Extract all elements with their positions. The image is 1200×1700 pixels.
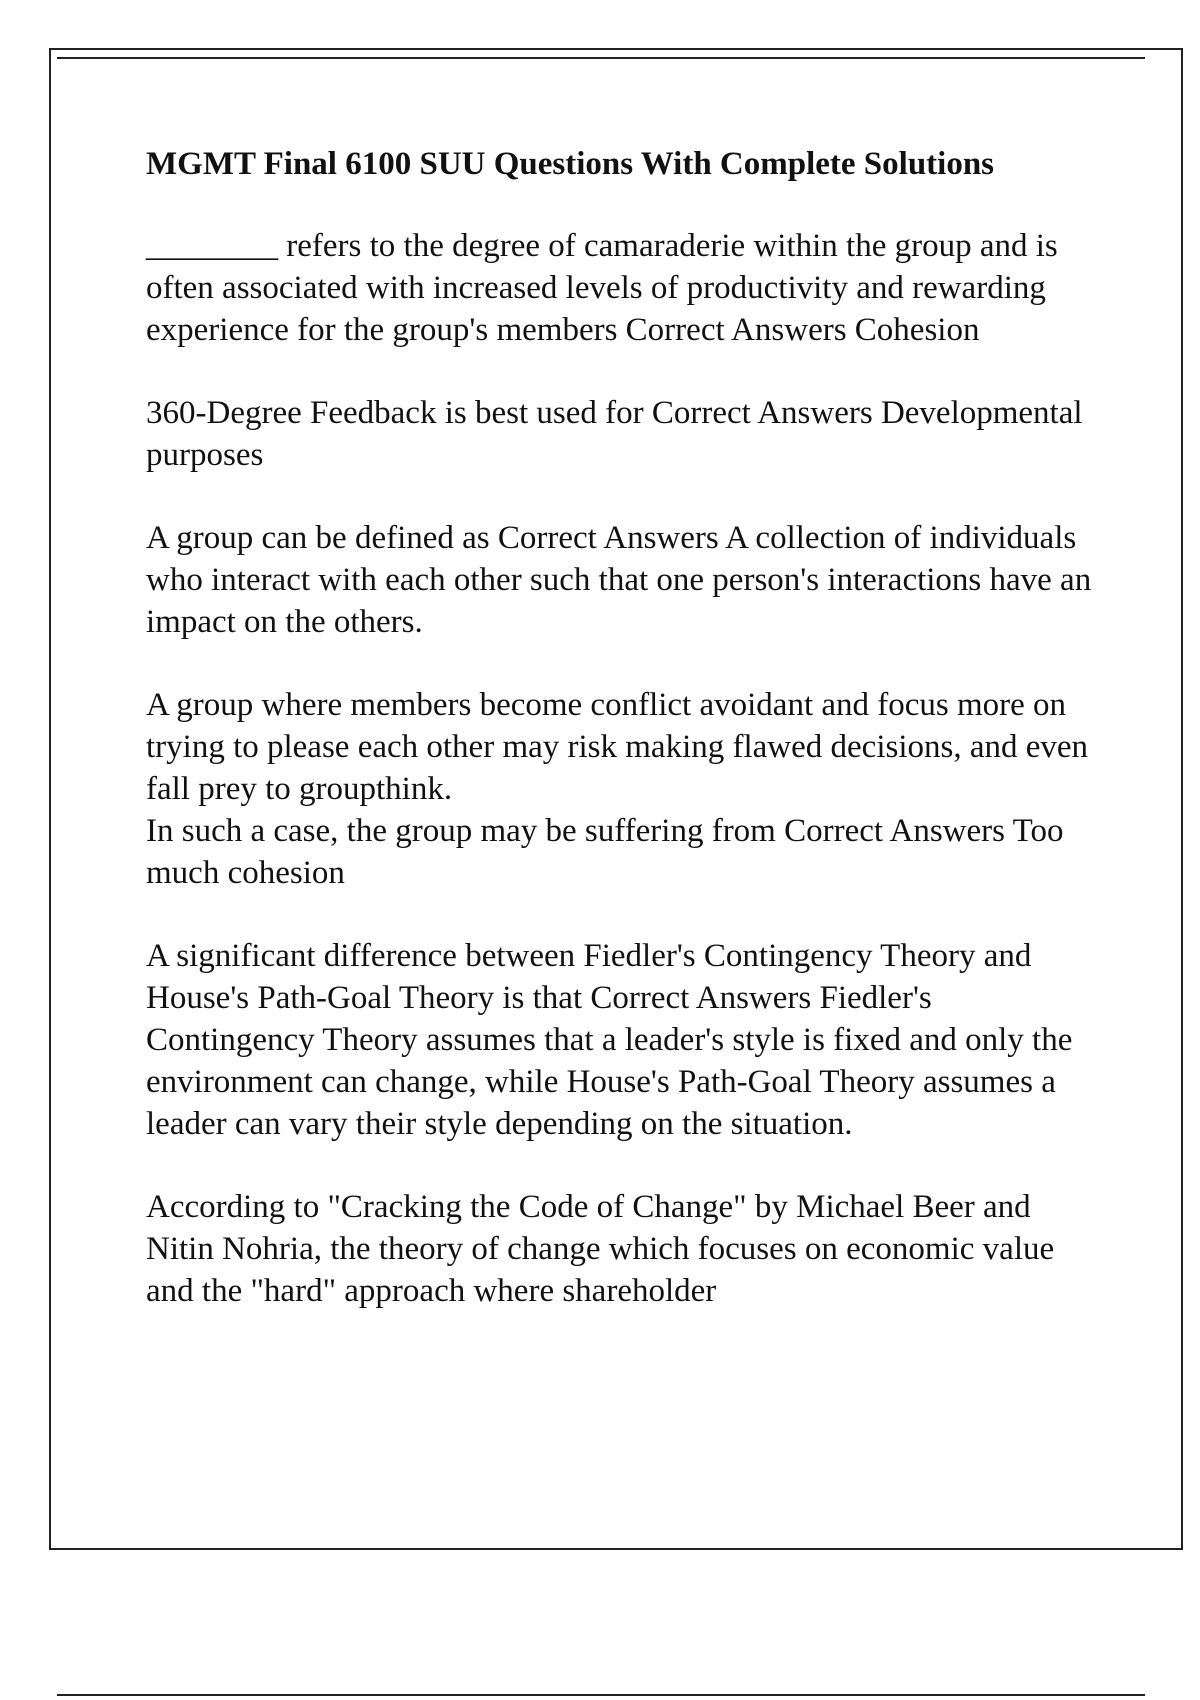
document-title: MGMT Final 6100 SUU Questions With Complete Solutions (146, 146, 995, 182)
qa-paragraph: 360-Degree Feedback is best used for Correct Answers Developmental purposes (146, 395, 1083, 473)
qa-paragraph: A significant difference between Fiedler's Contingency Theory and House's Path-Goal Theory is that Correct Answers Fiedler's Contingency Theory assumes that a leader's style is fixed and only the environment can change, while House's Path-Goal Theory assumes a leader can vary their style depending on the situation. (146, 938, 1073, 1142)
document-body (146, 143, 1096, 1353)
top-divider (57, 57, 1145, 59)
qa-paragraph: According to "Cracking the Code of Change" by Michael Beer and Nitin Nohria, the theory of change which focuses on economic value and the "hard" approach where shareholder (146, 1189, 1055, 1309)
qa-paragraph: ________ refers to the degree of camaraderie within the group and is often associated with increased levels of productivity and rewarding experience for the group's members Correct Answers Cohesion (146, 228, 1058, 348)
qa-paragraph: A group can be defined as Correct Answers A collection of individuals who interact with each other such that one person's interactions have an impact on the others. (146, 520, 1092, 640)
bottom-divider (57, 1694, 1145, 1696)
qa-paragraph: A group where members become conflict avoidant and focus more on trying to please each other may risk making flawed decisions, and even fall prey to groupthink. In such a case, the group may be suffering from Correct Answers Too much cohesion (146, 687, 1089, 891)
